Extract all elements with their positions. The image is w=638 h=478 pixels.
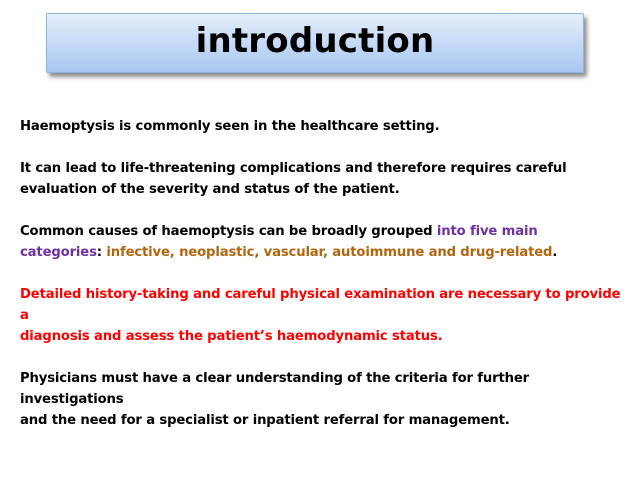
paragraph-causes-period: . bbox=[552, 245, 558, 260]
paragraph-physicians-line-1: Physicians must have a clear understanding of the criteria for further investigations bbox=[20, 371, 530, 407]
paragraph-causes-highlight-five-main: into five main bbox=[436, 224, 538, 239]
paragraph-complications-line-1: It can lead to life-threatening complications and therefore requires careful bbox=[20, 161, 567, 176]
paragraph-history bbox=[20, 284, 632, 347]
paragraph-complications-line-2: evaluation of the severity and status of the patient. bbox=[20, 182, 400, 197]
title-box bbox=[46, 13, 584, 73]
paragraph-history-line-2: diagnosis and assess the patient’s haemodynamic status. bbox=[20, 329, 443, 344]
paragraph-history-line-1: Detailed history-taking and careful physical examination are necessary to provide a bbox=[20, 287, 621, 323]
paragraph-causes-highlight-categories: categories bbox=[20, 245, 97, 260]
paragraph-causes-colon: : bbox=[96, 245, 107, 260]
slide-title: introduction bbox=[195, 21, 435, 61]
paragraph-causes bbox=[20, 221, 632, 263]
paragraph-causes-category-list: infective, neoplastic, vascular, autoimmune and drug-related bbox=[106, 245, 553, 260]
paragraph-physicians-line-2: and the need for a specialist or inpatient referral for management. bbox=[20, 413, 510, 428]
slide-body bbox=[20, 116, 632, 452]
paragraph-physicians bbox=[20, 368, 632, 431]
paragraph-intro-text: Haemoptysis is commonly seen in the healthcare setting. bbox=[20, 119, 440, 134]
paragraph-complications bbox=[20, 158, 632, 200]
paragraph-causes-line-1-text: Common causes of haemoptysis can be broadly grouped bbox=[20, 224, 437, 239]
paragraph-intro bbox=[20, 116, 632, 137]
